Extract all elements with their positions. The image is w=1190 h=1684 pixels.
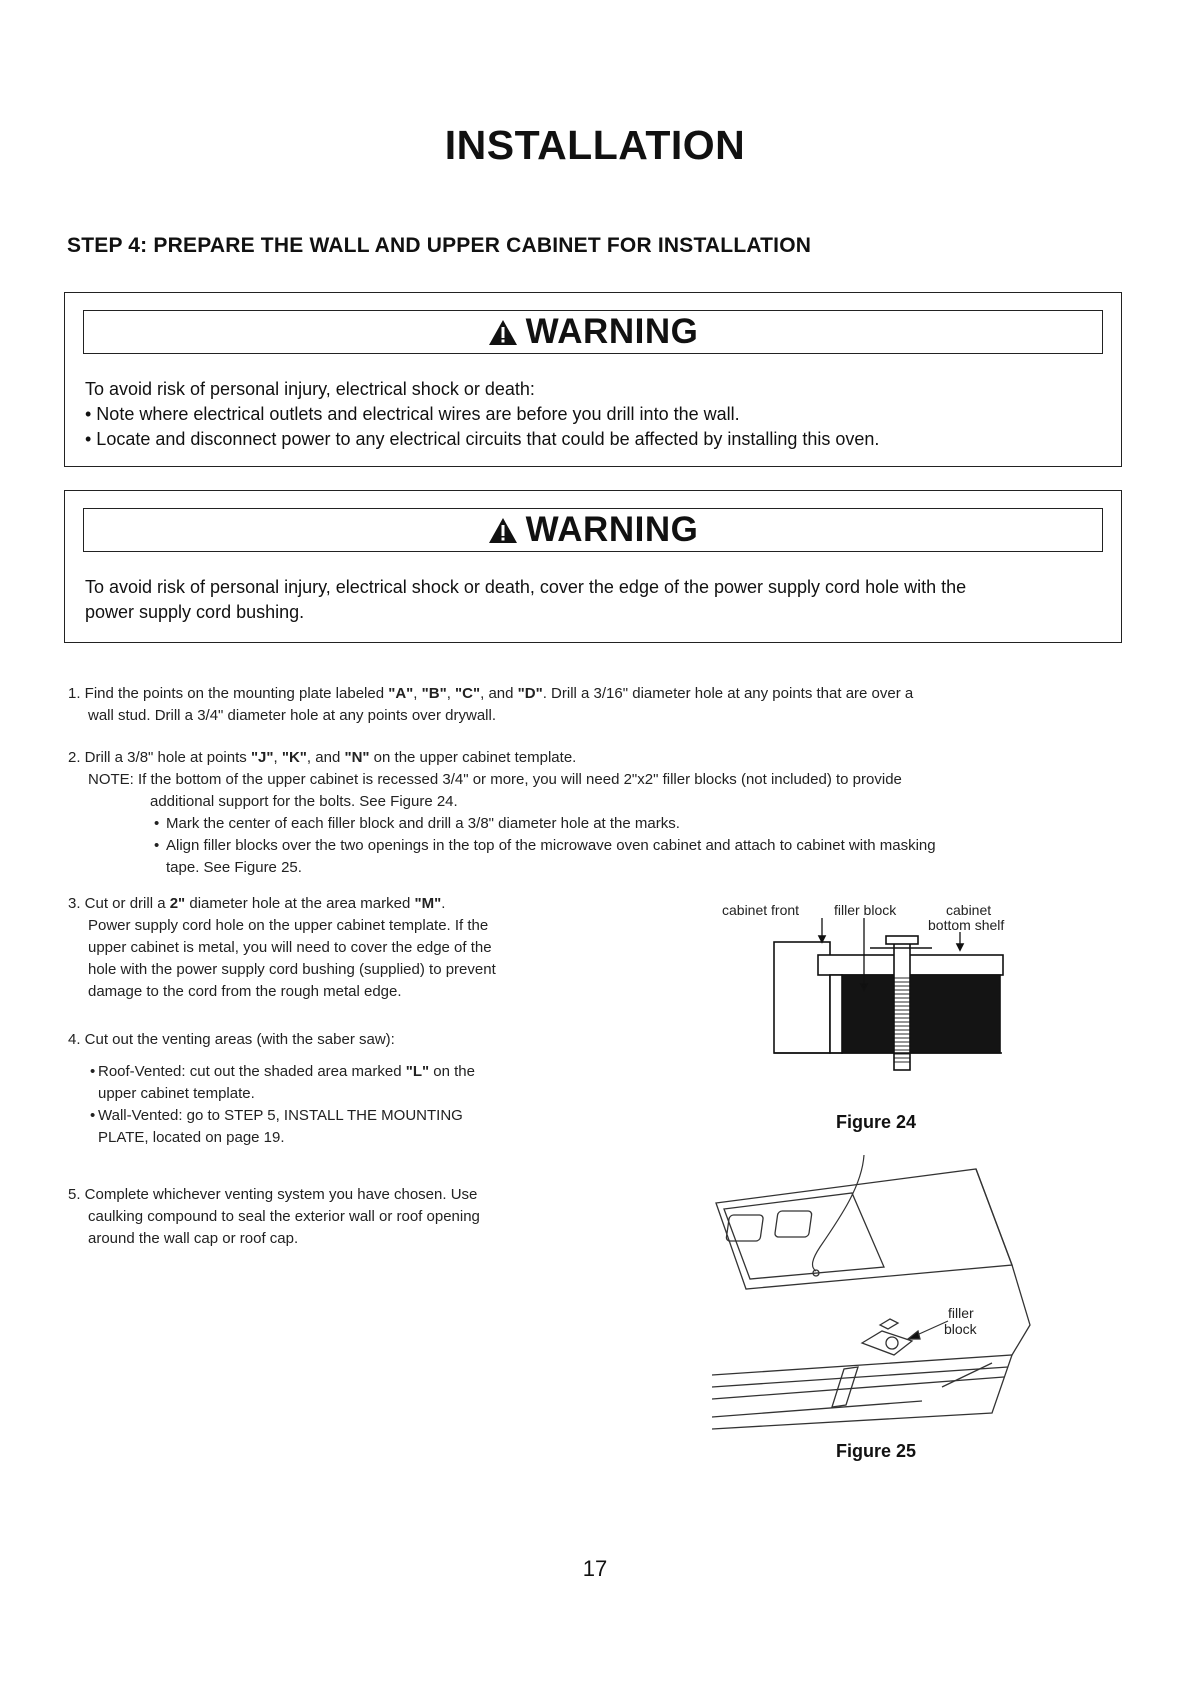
figure-25-caption: Figure 25 bbox=[836, 1441, 917, 1461]
step-2-note-line-2: additional support for the bolts. See Figure 24. bbox=[150, 793, 458, 810]
step-text: diameter hole at the area marked bbox=[185, 895, 415, 912]
area-m-label: "M" bbox=[414, 895, 442, 912]
step-text: , bbox=[273, 749, 282, 766]
step-2-bullet-2-line-2: tape. See Figure 25. bbox=[166, 859, 302, 876]
bullet-icon: • bbox=[90, 1107, 96, 1124]
point-k-label: "K" bbox=[281, 749, 307, 766]
step-4-bullet-1-line-2 bbox=[68, 1083, 688, 1105]
step-2-note-line-1: NOTE: If the bottom of the upper cabinet is recessed 3/4" or more, you will need 2"x2" filler blocks (not included) to provide bbox=[88, 771, 902, 788]
step-4-bullet-1 bbox=[68, 1061, 688, 1083]
step-1 bbox=[68, 683, 1128, 727]
point-b-label: "B" bbox=[421, 685, 447, 702]
step-2 bbox=[68, 747, 1148, 879]
warning-title: WARNING bbox=[525, 312, 699, 351]
step-3-line-1 bbox=[68, 893, 688, 915]
bullet-icon: • bbox=[154, 837, 160, 854]
step-text: Align filler blocks over the two openings in the top of the microwave oven cabinet and attach to cabinet with masking bbox=[166, 837, 936, 854]
step-text: Wall-Vented: go to STEP 5, INSTALL THE MOUNTING bbox=[98, 1107, 463, 1124]
step-1-line-2: wall stud. Drill a 3/4" diameter hole at any points over drywall. bbox=[88, 707, 497, 724]
step-5-line-2: caulking compound to seal the exterior wall or roof opening bbox=[88, 1208, 480, 1225]
figure-24-caption: Figure 24 bbox=[836, 1112, 917, 1132]
step-heading: STEP 4: PREPARE THE WALL AND UPPER CABINET FOR INSTALLATION bbox=[67, 234, 812, 257]
warning-box-1 bbox=[64, 292, 1122, 467]
step-3-line-5: damage to the cord from the rough metal edge. bbox=[88, 983, 402, 1000]
step-text: , bbox=[413, 685, 422, 702]
step-3-line-3: upper cabinet is metal, you will need to cover the edge of the bbox=[88, 939, 492, 956]
point-c-label: "C" bbox=[455, 685, 481, 702]
step-2-bullet-2 bbox=[68, 835, 1148, 857]
point-n-label: "N" bbox=[344, 749, 370, 766]
step-text: . bbox=[441, 895, 446, 912]
fig24-label-bottom-shelf: bottom shelf bbox=[928, 917, 1005, 933]
point-j-label: "J" bbox=[250, 749, 274, 766]
warning-box-2 bbox=[64, 490, 1122, 643]
step-text: Roof-Vented: cut out the shaded area marked bbox=[98, 1063, 406, 1080]
warning-body bbox=[85, 575, 1101, 625]
step-5 bbox=[68, 1184, 688, 1250]
warning-triangle-icon bbox=[488, 517, 518, 544]
warning-line: To avoid risk of personal injury, electrical shock or death, cover the edge of the power supply cord hole with the bbox=[85, 577, 967, 597]
step-text: . Drill a 3/16" diameter hole at any points that are over a bbox=[542, 685, 914, 702]
fig24-label-cabinet-front: cabinet front bbox=[722, 902, 800, 918]
step-text: 2. Drill a 3/8" hole at points bbox=[68, 749, 251, 766]
step-3-line-2: Power supply cord hole on the upper cabinet template. If the bbox=[88, 917, 489, 934]
warning-header bbox=[83, 310, 1103, 354]
step-2-line-1 bbox=[68, 747, 1148, 769]
step-text: 3. Cut or drill a bbox=[68, 895, 170, 912]
filler-block-shape bbox=[862, 1331, 912, 1355]
area-l-label: "L" bbox=[405, 1063, 430, 1080]
step-3 bbox=[68, 893, 688, 1003]
warning-header bbox=[83, 508, 1103, 552]
step-text: on the upper cabinet template. bbox=[369, 749, 577, 766]
step-text: , and bbox=[480, 685, 518, 702]
step-5-line-1: 5. Complete whichever venting system you have chosen. Use bbox=[68, 1186, 478, 1203]
step-5-line-3: around the wall cap or roof cap. bbox=[88, 1230, 299, 1247]
step-text: , bbox=[446, 685, 456, 702]
step-text: PLATE, located on page 19. bbox=[98, 1129, 285, 1146]
step-4-bullet-2-line-2 bbox=[68, 1127, 688, 1149]
warning-title: WARNING bbox=[525, 510, 699, 549]
fig25-label-block: block bbox=[944, 1321, 977, 1337]
warning-line: • Locate and disconnect power to any electrical circuits that could be affected by installing this oven. bbox=[85, 429, 880, 449]
page-number: 17 bbox=[582, 1556, 608, 1581]
warning-line: power supply cord bushing. bbox=[85, 602, 305, 622]
step-text: on the bbox=[429, 1063, 475, 1080]
warning-line: To avoid risk of personal injury, electrical shock or death: bbox=[85, 379, 535, 399]
warning-line: • Note where electrical outlets and electrical wires are before you drill into the wall. bbox=[85, 404, 740, 424]
fig24-label-cabinet: cabinet bbox=[946, 902, 992, 918]
step-4-line-1: 4. Cut out the venting areas (with the saber saw): bbox=[68, 1031, 395, 1048]
step-text: 1. Find the points on the mounting plate labeled bbox=[68, 685, 389, 702]
point-a-label: "A" bbox=[388, 685, 414, 702]
step-2-bullet-1 bbox=[68, 813, 1148, 835]
page-title: INSTALLATION bbox=[444, 122, 746, 168]
step-text: upper cabinet template. bbox=[98, 1085, 255, 1102]
fig25-label-filler: filler bbox=[948, 1305, 974, 1321]
hole-size-label: 2" bbox=[169, 895, 186, 912]
warning-triangle-icon bbox=[488, 319, 518, 346]
step-1-line-1 bbox=[68, 683, 1128, 705]
step-text: Mark the center of each filler block and drill a 3/8" diameter hole at the marks. bbox=[166, 815, 680, 832]
figure-24-diagram bbox=[770, 918, 1010, 1076]
step-text: , and bbox=[306, 749, 345, 766]
step-4-bullet-2 bbox=[68, 1105, 688, 1127]
bullet-icon: • bbox=[154, 815, 160, 832]
bullet-icon: • bbox=[90, 1063, 96, 1080]
fig24-label-filler-block: filler block bbox=[834, 902, 897, 918]
step-4 bbox=[68, 1029, 688, 1149]
point-d-label: "D" bbox=[517, 685, 543, 702]
warning-body bbox=[85, 377, 1101, 452]
step-3-line-4: hole with the power supply cord bushing (supplied) to prevent bbox=[88, 961, 496, 978]
figure-25-diagram bbox=[712, 1155, 1032, 1435]
